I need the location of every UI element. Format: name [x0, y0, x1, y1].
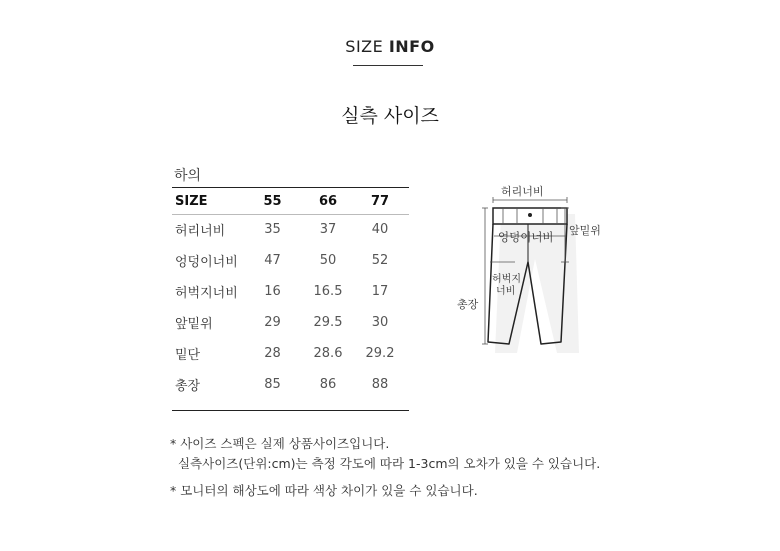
table-cell: 16 [264, 284, 281, 299]
table-cell: 47 [264, 253, 281, 268]
table-cell: 40 [371, 222, 389, 237]
diagram-hip-label: 엉덩이너비 [498, 230, 554, 244]
table-cell: 52 [371, 253, 389, 268]
diagram-rise-label: 앞밑위 [569, 224, 601, 237]
table-header-row [172, 188, 409, 214]
diagram-waist-label: 허리너비 [501, 185, 544, 198]
row-label: 허벅지너비 [175, 286, 238, 301]
row-label: 허리너비 [175, 224, 226, 239]
diagram-thigh-label-1: 허벅지 [492, 274, 521, 285]
column-header: 66 [318, 193, 338, 209]
diagram-length-label: 총장 [457, 298, 479, 311]
note-line-1: * 사이즈 스펙은 실제 상품사이즈입니다. [170, 436, 390, 451]
table-bottom-rule [172, 410, 409, 411]
diagram-thigh-label-2: 너비 [496, 286, 516, 297]
title-underline [353, 65, 423, 66]
table-cell: 35 [264, 222, 281, 237]
table-row [172, 338, 409, 369]
column-header: 55 [263, 193, 282, 209]
note-line-3: * 모니터의 해상도에 따라 색상 차이가 있을 수 있습니다. [170, 483, 478, 498]
size-info-title [0, 37, 780, 56]
size-table [172, 188, 409, 400]
table-cell: 88 [371, 377, 389, 392]
pants-outline-icon [455, 180, 615, 360]
table-row [172, 369, 409, 400]
table-cell: 29.2 [365, 346, 395, 361]
table-cell: 50 [319, 253, 337, 268]
table-row [172, 307, 409, 338]
size-info-title-bold: INFO [388, 37, 435, 56]
table-row [172, 214, 409, 245]
table-cell: 29.5 [313, 315, 343, 330]
row-label: 총장 [175, 379, 201, 394]
table-row [172, 276, 409, 307]
column-header: SIZE [175, 193, 208, 209]
table-cell: 17 [371, 284, 389, 299]
row-label: 엉덩이너비 [175, 255, 238, 270]
row-label: 밑단 [175, 348, 201, 363]
table-cell: 86 [319, 377, 337, 392]
table-cell: 28 [264, 346, 281, 361]
table-cell: 29 [264, 315, 281, 330]
column-header: 77 [370, 193, 390, 209]
table-cell: 30 [371, 315, 389, 330]
table-cell: 28.6 [313, 346, 343, 361]
table-cell: 85 [264, 377, 281, 392]
row-label: 앞밑위 [175, 317, 213, 332]
table-caption: 하의 [174, 168, 202, 184]
table-cell: 16.5 [313, 284, 343, 299]
note-line-2: 실측사이즈(단위:cm)는 측정 각도에 따라 1-3cm의 오차가 있을 수 있습니다. [178, 456, 601, 471]
section-title: 실측 사이즈 [341, 105, 439, 127]
table-cell: 37 [319, 222, 337, 237]
size-info-title-light: SIZE [345, 37, 384, 56]
pants-diagram [455, 180, 615, 360]
table-row [172, 245, 409, 276]
